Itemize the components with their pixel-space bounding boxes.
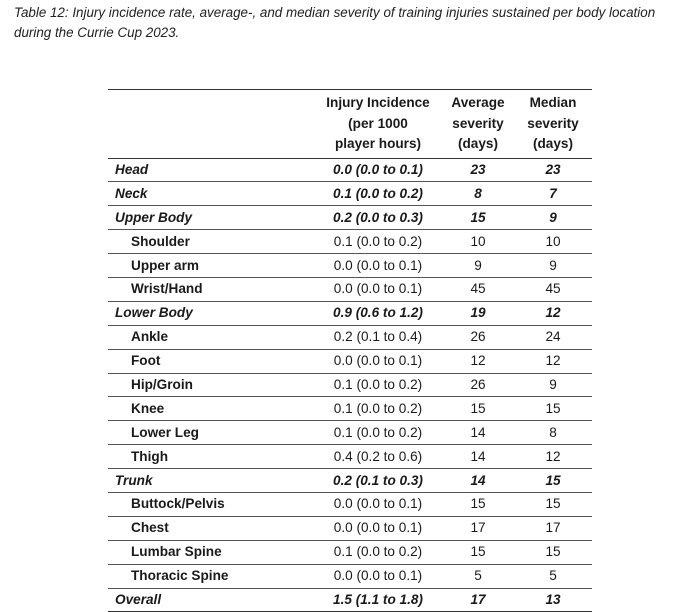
- cell-injury-incidence: 0.1 (0.0 to 0.2): [333, 544, 423, 560]
- cell-injury-incidence: 0.2 (0.1 to 0.3): [333, 472, 423, 488]
- caption-line-1: Table 12: Injury incidence rate, average-, and median severity of training injuries sustained per body location: [14, 5, 656, 20]
- cell-median-severity: 15: [545, 544, 561, 560]
- header-injury-incidence: Injury Incidence (per 1000 player hours): [326, 95, 430, 151]
- table-row: [108, 397, 592, 421]
- cell-injury-incidence: 0.0 (0.0 to 0.1): [333, 257, 423, 273]
- cell-average-severity: 45: [470, 281, 486, 297]
- cell-injury-incidence: 0.9 (0.6 to 1.2): [333, 305, 423, 321]
- table-row: [108, 301, 592, 325]
- table-row: [108, 325, 592, 349]
- cell-body-location: Wrist/Hand: [131, 281, 203, 297]
- table-row: [108, 540, 592, 564]
- cell-body-location: Lower Leg: [131, 424, 199, 440]
- table-row: [108, 588, 592, 612]
- table-row: [108, 373, 592, 397]
- table-row: [108, 516, 592, 540]
- table-row: [108, 421, 592, 445]
- cell-injury-incidence: 1.5 (1.1 to 1.8): [333, 591, 423, 607]
- cell-body-location: Neck: [115, 185, 148, 201]
- cell-body-location: Foot: [131, 353, 161, 369]
- cell-injury-incidence: 0.0 (0.0 to 0.1): [333, 161, 423, 177]
- cell-average-severity: 12: [470, 353, 486, 369]
- cell-average-severity: 17: [470, 591, 486, 607]
- cell-body-location: Knee: [131, 400, 165, 416]
- cell-average-severity: 15: [470, 496, 486, 512]
- cell-body-location: Trunk: [115, 472, 153, 488]
- cell-body-location: Hip/Groin: [131, 376, 193, 392]
- table-row: [108, 206, 592, 230]
- header-average-severity: Average severity (days): [451, 95, 505, 151]
- cell-average-severity: 14: [470, 448, 486, 464]
- cell-body-location: Shoulder: [131, 233, 190, 249]
- cell-average-severity: 8: [474, 185, 482, 201]
- cell-body-location: Chest: [131, 520, 169, 536]
- cell-body-location: Overall: [115, 591, 162, 607]
- cell-body-location: Thigh: [131, 448, 168, 464]
- cell-median-severity: 9: [549, 209, 557, 225]
- cell-median-severity: 9: [549, 257, 557, 273]
- cell-injury-incidence: 0.0 (0.0 to 0.1): [333, 568, 423, 584]
- cell-median-severity: 17: [545, 520, 561, 536]
- cell-median-severity: 15: [545, 496, 561, 512]
- cell-average-severity: 26: [470, 329, 486, 345]
- cell-body-location: Lumbar Spine: [131, 544, 222, 560]
- cell-average-severity: 23: [470, 161, 486, 177]
- cell-body-location: Upper Body: [115, 209, 193, 225]
- cell-average-severity: 9: [474, 257, 482, 273]
- header-body-location: [108, 90, 314, 159]
- cell-injury-incidence: 0.0 (0.0 to 0.1): [333, 353, 423, 369]
- cell-median-severity: 45: [545, 281, 561, 297]
- cell-injury-incidence: 0.0 (0.0 to 0.1): [333, 281, 423, 297]
- table-row: [108, 492, 592, 516]
- table-row: [108, 158, 592, 182]
- table-caption: [14, 3, 674, 43]
- cell-median-severity: 12: [545, 353, 561, 369]
- cell-body-location: Buttock/Pelvis: [131, 496, 225, 512]
- cell-average-severity: 15: [470, 400, 486, 416]
- table-body: [108, 158, 592, 612]
- cell-body-location: Ankle: [131, 329, 169, 345]
- header-median-severity: Median severity (days): [527, 95, 579, 151]
- table-row: [108, 254, 592, 278]
- cell-average-severity: 14: [470, 424, 486, 440]
- cell-average-severity: 15: [470, 209, 486, 225]
- cell-body-location: Thoracic Spine: [131, 568, 229, 584]
- cell-median-severity: 24: [545, 329, 561, 345]
- cell-median-severity: 23: [545, 161, 561, 177]
- table-row: [108, 564, 592, 588]
- cell-average-severity: 17: [470, 520, 486, 536]
- cell-median-severity: 5: [549, 568, 557, 584]
- cell-median-severity: 15: [545, 400, 561, 416]
- cell-average-severity: 10: [470, 233, 486, 249]
- table-header-row: [108, 90, 592, 159]
- table-row: [108, 349, 592, 373]
- cell-injury-incidence: 0.2 (0.1 to 0.4): [333, 329, 423, 345]
- injury-table: [108, 89, 592, 612]
- cell-median-severity: 12: [545, 305, 561, 321]
- cell-average-severity: 15: [470, 544, 486, 560]
- table-row: [108, 230, 592, 254]
- table-row: [108, 469, 592, 493]
- table-row: [108, 277, 592, 301]
- cell-body-location: Upper arm: [131, 257, 199, 273]
- cell-average-severity: 26: [470, 376, 486, 392]
- cell-injury-incidence: 0.1 (0.0 to 0.2): [333, 424, 423, 440]
- cell-median-severity: 10: [545, 233, 561, 249]
- cell-average-severity: 5: [474, 568, 482, 584]
- table-row: [108, 445, 592, 469]
- cell-median-severity: 9: [549, 376, 557, 392]
- cell-injury-incidence: 0.1 (0.0 to 0.2): [333, 233, 423, 249]
- cell-median-severity: 13: [545, 591, 561, 607]
- cell-body-location: Head: [115, 161, 149, 177]
- cell-injury-incidence: 0.0 (0.0 to 0.1): [333, 520, 423, 536]
- cell-injury-incidence: 0.1 (0.0 to 0.2): [333, 185, 423, 201]
- cell-average-severity: 14: [470, 472, 486, 488]
- cell-median-severity: 15: [545, 472, 561, 488]
- cell-injury-incidence: 0.4 (0.2 to 0.6): [333, 448, 423, 464]
- cell-injury-incidence: 0.1 (0.0 to 0.2): [333, 376, 423, 392]
- caption-line-2: during the Currie Cup 2023.: [14, 25, 180, 40]
- cell-median-severity: 8: [549, 424, 557, 440]
- cell-median-severity: 12: [545, 448, 561, 464]
- cell-average-severity: 19: [470, 305, 486, 321]
- cell-body-location: Lower Body: [115, 305, 193, 321]
- cell-injury-incidence: 0.0 (0.0 to 0.1): [333, 496, 423, 512]
- cell-injury-incidence: 0.2 (0.0 to 0.3): [333, 209, 423, 225]
- cell-injury-incidence: 0.1 (0.0 to 0.2): [333, 400, 423, 416]
- table-row: [108, 182, 592, 206]
- cell-median-severity: 7: [549, 185, 557, 201]
